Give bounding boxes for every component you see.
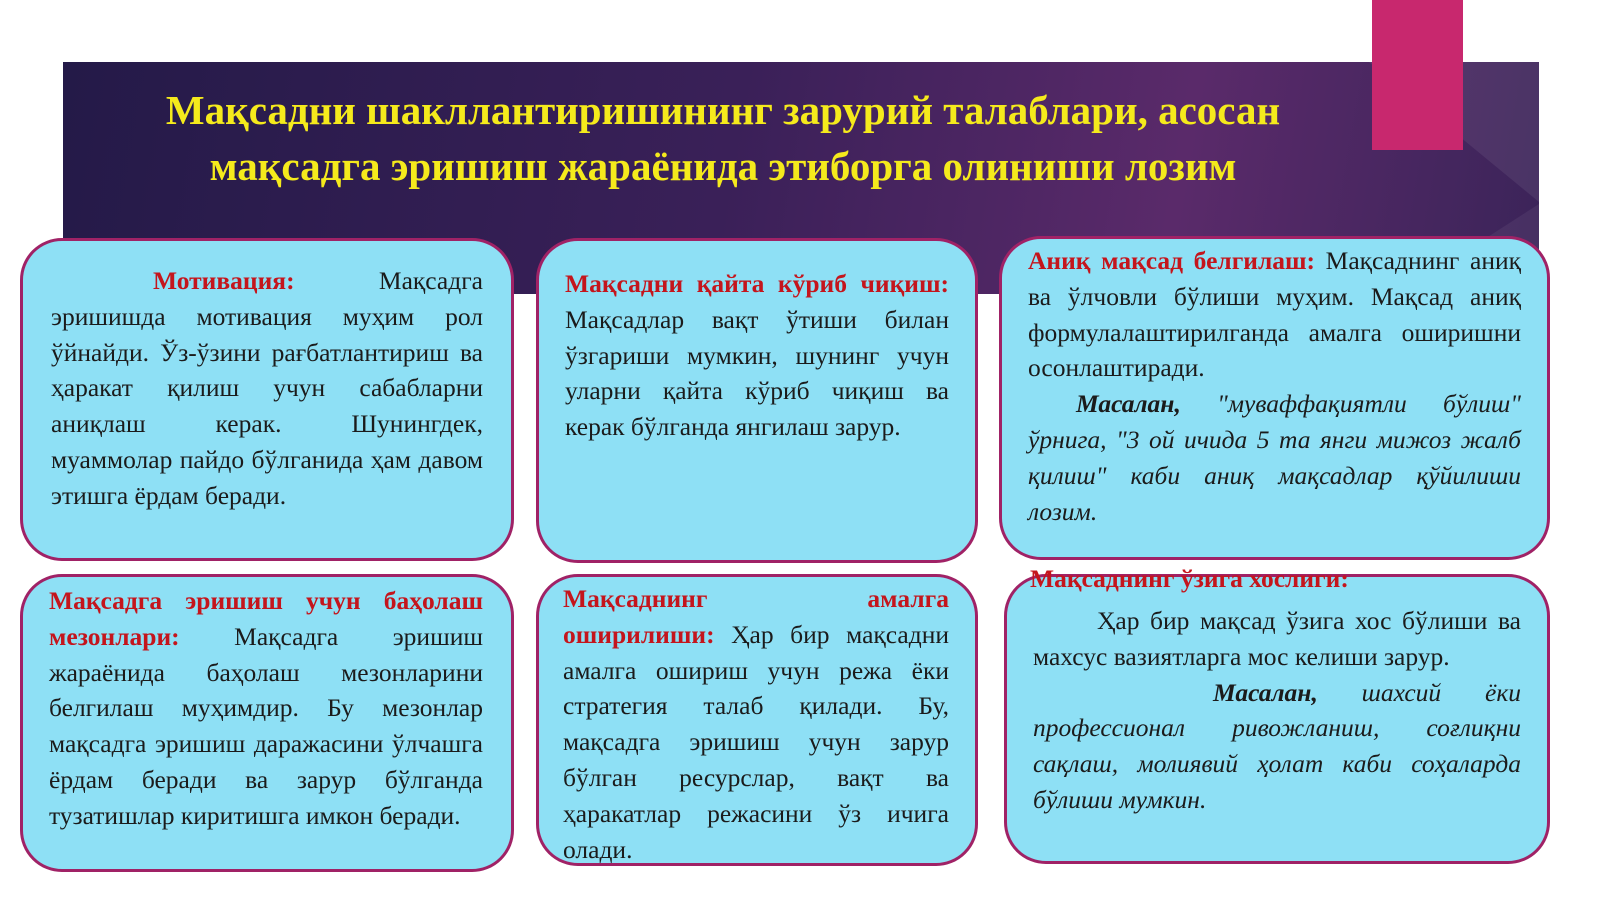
card-review-heading: Мақсадни қайта кўриб чиқиш: <box>565 269 949 298</box>
card-uniqueness-body: Ҳар бир мақсад ўзига хос бўлиши ва махсус вазиятларга мос келиши зарур. <box>1033 606 1521 671</box>
card-review-text <box>565 266 949 445</box>
card-evaluation-criteria-text <box>49 583 483 834</box>
card-specific-goal-example <box>1028 386 1521 529</box>
slide-title: Мақсадни шакллантиришининг зарурий талаблари, асосан мақсадга эришиш жараёнида этиборга олиниши лозим <box>165 87 1281 189</box>
example-label: Масалан, <box>1076 389 1181 419</box>
card-uniqueness-heading: Мақсаднинг ўзига хослиги: <box>1030 564 1349 593</box>
accent-bar <box>1372 0 1463 150</box>
card-specific-goal-text <box>1028 243 1521 386</box>
card-evaluation-criteria <box>20 574 514 872</box>
card-evaluation-criteria-heading: Мақсадга эришиш учун баҳолаш мезонлари: <box>49 586 483 651</box>
card-review <box>536 238 978 563</box>
example-label: Масалан, <box>1213 677 1318 707</box>
card-specific-goal <box>999 236 1550 560</box>
example-text: "муваффақиятли бўлиш" ўрнига, "3 ой ичида 5 та янги мижоз жалб қилиш" каби аниқ мақсадлар қўйилиши лозим. <box>1028 389 1521 526</box>
card-uniqueness <box>1004 574 1550 864</box>
card-motivation-heading: Мотивация: <box>153 266 295 295</box>
card-motivation-body: Мақсадга эришишда мотивация муҳим рол ўйнайди. Ўз-ўзини рағбатлантириш ва ҳаракат қилиш учун сабабларни аниқлаш керак. Шунингдек, муаммолар пайдо бўлганида ҳам давом этишга ёрдам беради. <box>51 266 483 510</box>
card-implementation-text <box>563 581 949 866</box>
card-uniqueness-example <box>1033 675 1521 818</box>
card-motivation-text <box>51 263 483 514</box>
card-specific-goal-body: Мақсаднинг аниқ ва ўлчовли бўлиши муҳим. Мақсад аниқ формулалаштирилганда амалга оширишни осонлаштиради. <box>1028 246 1521 383</box>
example-text: шахсий ёки профессионал ривожланиш, соғлиқни сақлаш, молиявий ҳолат каби соҳаларда бўлиши мумкин. <box>1033 677 1521 814</box>
card-implementation-heading: Мақсаднинг амалга оширилиши: <box>563 584 949 649</box>
card-implementation <box>536 574 978 866</box>
card-motivation <box>20 238 514 561</box>
card-implementation-body: Ҳар бир мақсадни амалга ошириш учун режа ёки стратегия талаб қилади. Бу, мақсадга эришиш учун зарур бўлган ресурслар, вақт ва ҳаракатлар режасини ўз ичига олади. <box>563 619 949 864</box>
card-evaluation-criteria-body: Мақсадга эришиш жараёнида баҳолаш мезонларини белгилаш муҳимдир. Бу мезонлар мақсадга эришиш даражасини ўлчашга ёрдам беради ва зарур бўлганда тузатишлар киритишга имкон беради. <box>49 621 483 830</box>
card-specific-goal-heading: Аниқ мақсад белгилаш: <box>1028 246 1316 275</box>
card-review-body: Мақсадлар вақт ўтиши билан ўзгариши мумкин, шунинг учун уларни қайта кўриб чиқиш ва керак бўлганда янгилаш зарур. <box>565 304 949 442</box>
